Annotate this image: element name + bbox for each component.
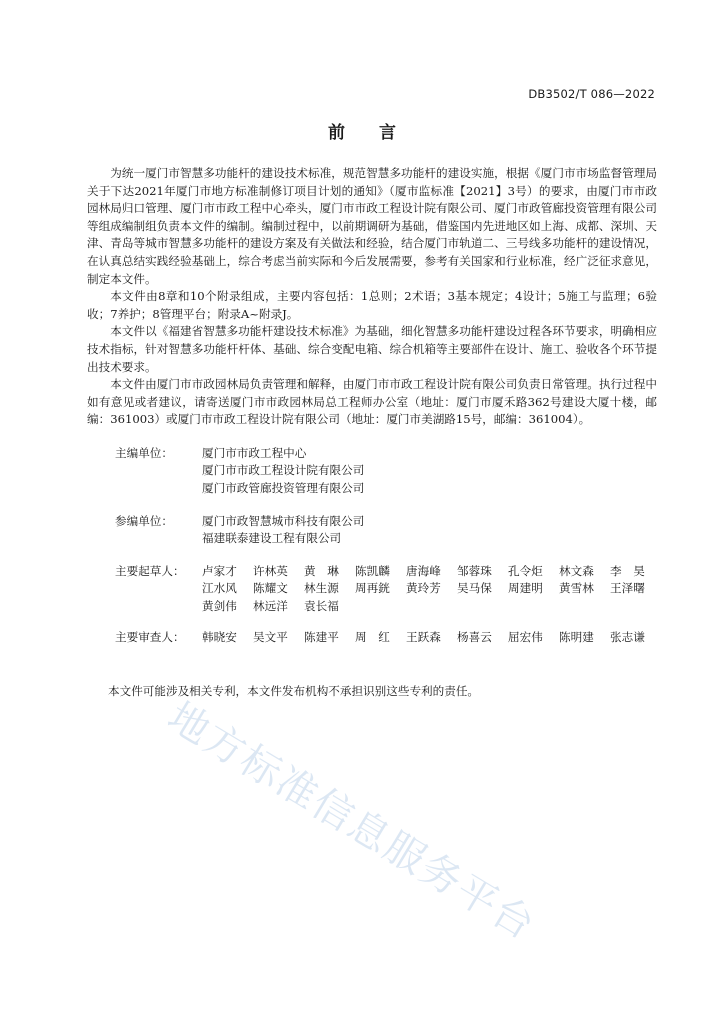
reviewer-name: 杨喜云: [457, 630, 492, 644]
drafter-name: 林文森: [559, 564, 594, 578]
standard-code: DB3502/T 086—2022: [528, 87, 655, 101]
drafters-label: 主要起草人：: [115, 564, 185, 578]
drafter-name: 黄 琳: [304, 564, 339, 578]
reviewer-name: 周 红: [355, 630, 390, 644]
drafter-name: 吴马保: [457, 581, 492, 596]
foreword-body: [87, 165, 657, 429]
drafter-name: 黄雪林: [559, 581, 594, 596]
drafter-name: 林远洋: [253, 598, 288, 613]
patent-note: 本文件可能涉及相关专利，本文件发布机构不承担识别这些专利的责任。: [108, 684, 480, 698]
chief-units-label: 主编单位：: [115, 446, 173, 460]
participating-units-label: 参编单位：: [115, 514, 173, 528]
paragraph: 本文件以《福建省智慧多功能杆建设技术标准》为基础，细化智慧多功能杆建设过程各环节要求，明确相应技术指标，针对智慧多功能杆杆体、基础、综合变配电箱、综合机箱等主要部件在设计、施工、验收各个环节提出技术要求。: [87, 324, 657, 374]
paragraph: 本文件由厦门市市政园林局负责管理和解释，由厦门市市政工程设计院有限公司负责日常管理。执行过程中如有意见或者建议，请寄送厦门市市政园林局总工程师办公室（地址：厦门市厦禾路362号建设大厦十楼，邮编：361003）或厦门市市政工程设计院有限公司（地址：厦门市美湖路15号，邮编：361004）。: [87, 377, 657, 427]
drafter-name: 唐海峰: [406, 564, 441, 578]
paragraph: 本文件由8章和10个附录组成，主要内容包括：1总则；2术语；3基本规定；4设计；5施工与监理；6验收；7养护；8管理平台；附录A~附录J。: [87, 289, 657, 321]
chief-unit: 厦门市政管廊投资管理有限公司: [202, 480, 365, 495]
page-title: 前言: [328, 123, 430, 143]
drafter-name: 陈凯麟: [355, 564, 390, 578]
drafter-name: 李 昊: [610, 564, 645, 578]
reviewers-list: [202, 629, 662, 646]
drafter-name: 林生源: [304, 581, 339, 596]
participating-unit: 福建联泰建设工程有限公司: [202, 531, 342, 546]
drafter-name: 黄玲芳: [406, 581, 441, 596]
reviewer-name: 陈明建: [559, 630, 594, 644]
drafter-name: 陈耀文: [253, 581, 288, 596]
chief-units-section: [115, 445, 675, 497]
drafter-name: 孔令炬: [508, 564, 543, 578]
reviewers-label: 主要审查人：: [115, 630, 185, 644]
reviewer-name: 屈宏伟: [508, 630, 543, 644]
participating-units-section: [115, 513, 675, 548]
drafter-name: 江水风: [202, 581, 237, 596]
drafter-name: 王泽曙: [610, 581, 645, 596]
drafters-list: [202, 563, 662, 615]
drafter-name: 黄剑伟: [202, 598, 237, 613]
drafter-name: 许林英: [253, 564, 288, 578]
chief-unit: 厦门市市政工程中心: [202, 446, 307, 460]
reviewer-name: 王跃森: [406, 630, 441, 644]
drafter-name: 周建明: [508, 581, 543, 596]
drafter-name: 卢家才: [202, 564, 237, 578]
chief-unit: 厦门市市政工程设计院有限公司: [202, 463, 365, 478]
watermark: 地方标准信息服务平台: [159, 693, 544, 950]
reviewer-name: 陈建平: [304, 630, 339, 644]
participating-unit: 厦门市政智慧城市科技有限公司: [202, 514, 365, 528]
drafters-section: [115, 563, 675, 615]
reviewer-name: 韩晓安: [202, 630, 237, 644]
drafter-name: 邹蓉珠: [457, 564, 492, 578]
reviewer-name: 吴文平: [253, 630, 288, 644]
paragraph: 为统一厦门市智慧多功能杆的建设技术标准，规范智慧多功能杆的建设实施，根据《厦门市市场监督管理局关于下达2021年厦门市地方标准制修订项目计划的通知》（厦市监标准【2021】3号）的要求，由厦门市市政园林局归口管理、厦门市市政工程中心牵头，厦门市市政工程设计院有限公司、厦门市政管廊投资管理有限公司等组成编制组负责本文件的编制。编制过程中，以前期调研为基础，借鉴国内先进地区如上海、成都、深圳、天津、青岛等城市智慧多功能杆的建设方案及有关做法和经验，结合厦门市轨道二、三号线多功能杆的建设情况，在认真总结实践经验基础上，综合考虑当前实际和今后发展需要，参考有关国家和行业标准，经广泛征求意见，制定本文件。: [87, 166, 657, 286]
drafter-name: 袁长福: [304, 598, 339, 613]
drafter-name: 周再銧: [355, 581, 390, 596]
reviewers-section: [115, 629, 675, 646]
reviewer-name: 张志谦: [610, 630, 645, 644]
